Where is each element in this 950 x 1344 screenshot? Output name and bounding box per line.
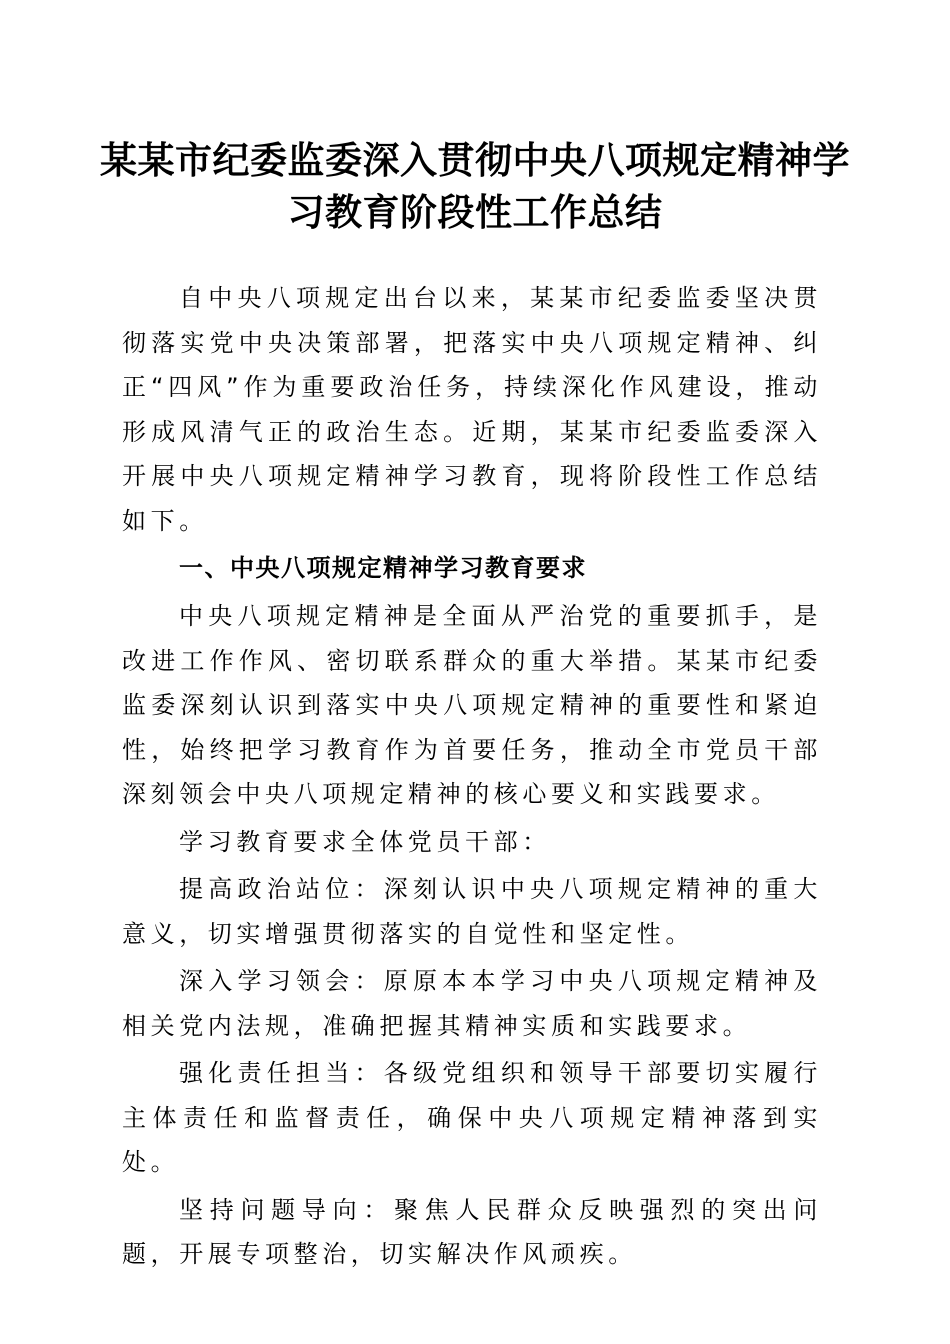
requirement-item: 强化责任担当：各级党组织和领导干部要切实履行主体责任和监督责任，确保中央八项规定精神落到实处。 [122, 1059, 822, 1176]
requirement-item: 坚持问题导向：聚焦人民群众反映强烈的突出问题，开展专项整治，切实解决作风顽疾。 [122, 1195, 822, 1268]
document-title [100, 134, 850, 238]
body-paragraph: 学习教育要求全体党员干部： [179, 827, 551, 856]
requirement-item: 提高政治站位：深刻认识中央八项规定精神的重大意义，切实增强贯彻落实的自觉性和坚定性。 [122, 875, 822, 948]
body-paragraph: 中央八项规定精神是全面从严治党的重要抓手，是改进工作作风、密切联系群众的重大举措。某某市纪委监委深刻认识到落实中央八项规定精神的重要性和紧迫性，始终把学习教育作为首要任务，推动全市党员干部深刻领会中央八项规定精神的核心要义和实践要求。 [122, 602, 822, 808]
document-body [122, 276, 822, 1277]
section-heading: 一、中央八项规定精神学习教育要求 [179, 554, 587, 582]
title-line-1: 某某市纪委监委深入贯彻中央八项规定精神学 [100, 138, 850, 182]
intro-paragraph: 自中央八项规定出台以来，某某市纪委监委坚决贯彻落实党中央决策部署，把落实中央八项规定精神、纠正“四风”作为重要政治任务，持续深化作风建设，推动形成风清气正的政治生态。近期，某某市纪委监委深入开展中央八项规定精神学习教育，现将阶段性工作总结如下。 [122, 284, 822, 535]
requirement-item: 深入学习领会：原原本本学习中央八项规定精神及相关党内法规，准确把握其精神实质和实践要求。 [122, 967, 822, 1040]
title-line-2: 习教育阶段性工作总结 [287, 190, 663, 234]
